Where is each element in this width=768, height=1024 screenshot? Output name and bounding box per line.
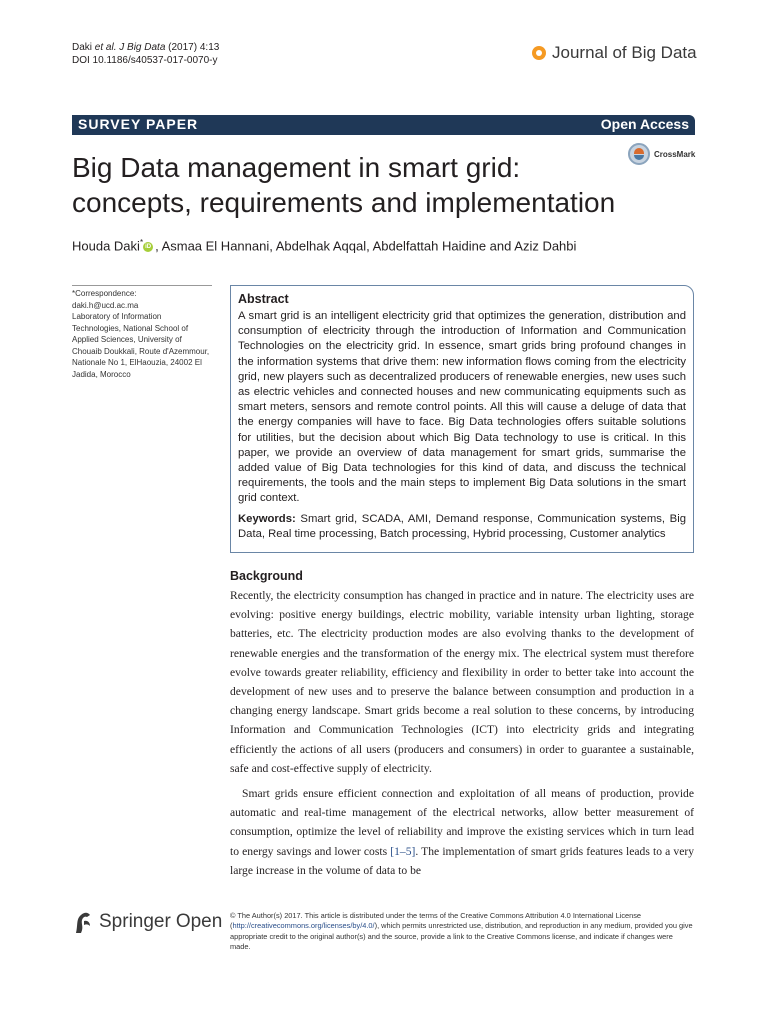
correspondence-affiliation: Laboratory of Information Technologies, National School of Applied Sciences, University of Chouaib Doukkali, Route d'Azemmour, Nationale No 1, ElHaouzia, 24002 El Jadida, Morocco	[72, 312, 210, 379]
publisher-name-b: Open	[175, 911, 223, 932]
citation-link[interactable]: [1–5]	[390, 844, 416, 858]
keywords	[238, 512, 686, 542]
article-type-banner	[72, 115, 695, 135]
abstract-text: A smart grid is an intelligent electricity grid that optimizes the generation, distribution and consumption of electricity through the introduction of Information and Communication Technologies on the electricity grid. In essence, smart grids bring profound changes in the information systems that drive them: new information flows coming from the electricity grid, new players such as decentralized producers of renewable energies, new uses such as electric vehicles and connected houses and new communicating equipments such as smart meters, sensors and remote control points. All this will cause a deluge of data that the energy companies will have to face. Big Data technologies offers suitable solutions for utilities, but the decision about which Big Data technology to use is critical. In this paper, we provide an overview of data management for smart grids, summarise the added value of Big Data technologies for this kind of data, and discuss the technical requirements, the tools and the main steps to implement Big Data solutions in the smart grid context.	[238, 310, 686, 505]
corresponding-mark: *	[139, 238, 144, 247]
correspondence-email[interactable]: daki.h@ucd.ac.ma	[72, 300, 139, 310]
citation-header	[72, 41, 219, 67]
article-type-label: SURVEY PAPER	[78, 116, 199, 132]
paragraph: Recently, the electricity consumption has changed in practice and in nature. The electricity uses are evolving: positive energy buildings, electric mobility, variable intensity urban lighting, storage batteries, etc. The electricity production modes are also evolving thanks to the development of renewable energies and the transformation of the energy mix. The electrical system must therefore evolve towards greater reliability, efficiency and flexibility in order to better take into account the development of new uses and to preserve the balance between consumption and production in a changing energy landscape. Smart grids become a real solution to these concerns, by introducing Information and Communication Technologies (ICT) into electricity grids and integrating efficiently the actions of all users (producers and consumers) in order to guarantee a sustainable, safe and cost-effective supply of electricity.	[230, 589, 694, 775]
paragraph: Smart grids ensure efficient connection and exploitation of all means of production, provide automatic and real-time management of the electrical networks, allow better measurement of consumption, optimize the level of reliability and improve the existing services which in turn lead to energy savings and lower costs [1–5]. The implementation of smart grids features leads to a very large increase in the volume of data to be	[230, 787, 694, 877]
abstract-box	[230, 285, 694, 553]
divider	[72, 285, 212, 286]
journal-name: Journal of Big Data	[552, 43, 697, 62]
publisher-name-a: Springer	[99, 911, 171, 932]
article-title: Big Data management in smart grid: concepts, requirements and implementation	[72, 152, 616, 218]
license-link[interactable]: http://creativecommons.org/licenses/by/4.0/	[232, 921, 375, 931]
correspondence-block	[72, 288, 212, 380]
crossmark-label: CrossMark	[654, 149, 696, 159]
springer-horse-icon	[72, 909, 94, 935]
background-body	[230, 586, 694, 880]
crossmark-badge[interactable]	[628, 143, 695, 165]
journal-logo-icon	[532, 46, 546, 60]
author-rest: , Asmaa El Hannani, Abdelhak Aqqal, Abdelfattah Haidine and Aziz Dahbi	[155, 238, 577, 254]
author-list	[72, 238, 576, 253]
doi: DOI 10.1186/s40537-017-0070-y	[72, 55, 218, 66]
correspondence-label: *Correspondence:	[72, 289, 137, 298]
open-access-label: Open Access	[600, 116, 689, 132]
crossmark-icon	[628, 143, 650, 165]
license-text: © The Author(s) 2017. This article is distributed under the terms of the Creative Commons Attribution 4.0 International License (http://creativecommons.org/licenses/by/4.0/), which permits unrestricted use, distribution, and reproduction in any medium, provided you give appropriate credit to the original author(s) and the source, provide a link to the Creative Commons license, and indicate if changes were made.	[230, 911, 693, 952]
background-heading: Background	[230, 569, 303, 583]
orcid-icon[interactable]: iD	[145, 243, 152, 250]
abstract-heading: Abstract	[238, 292, 289, 306]
publisher-logo[interactable]	[72, 909, 222, 935]
keywords-label: Keywords:	[238, 512, 296, 525]
citation-line: Daki et al. J Big Data (2017) 4:13	[72, 42, 220, 53]
author-first: Houda Daki	[72, 238, 140, 254]
journal-brand[interactable]	[532, 43, 697, 63]
keywords-list: Smart grid, SCADA, AMI, Demand response, Communication systems, Big Data, Real time processing, Batch processing, Hybrid processing, Customer analytics	[238, 512, 687, 540]
